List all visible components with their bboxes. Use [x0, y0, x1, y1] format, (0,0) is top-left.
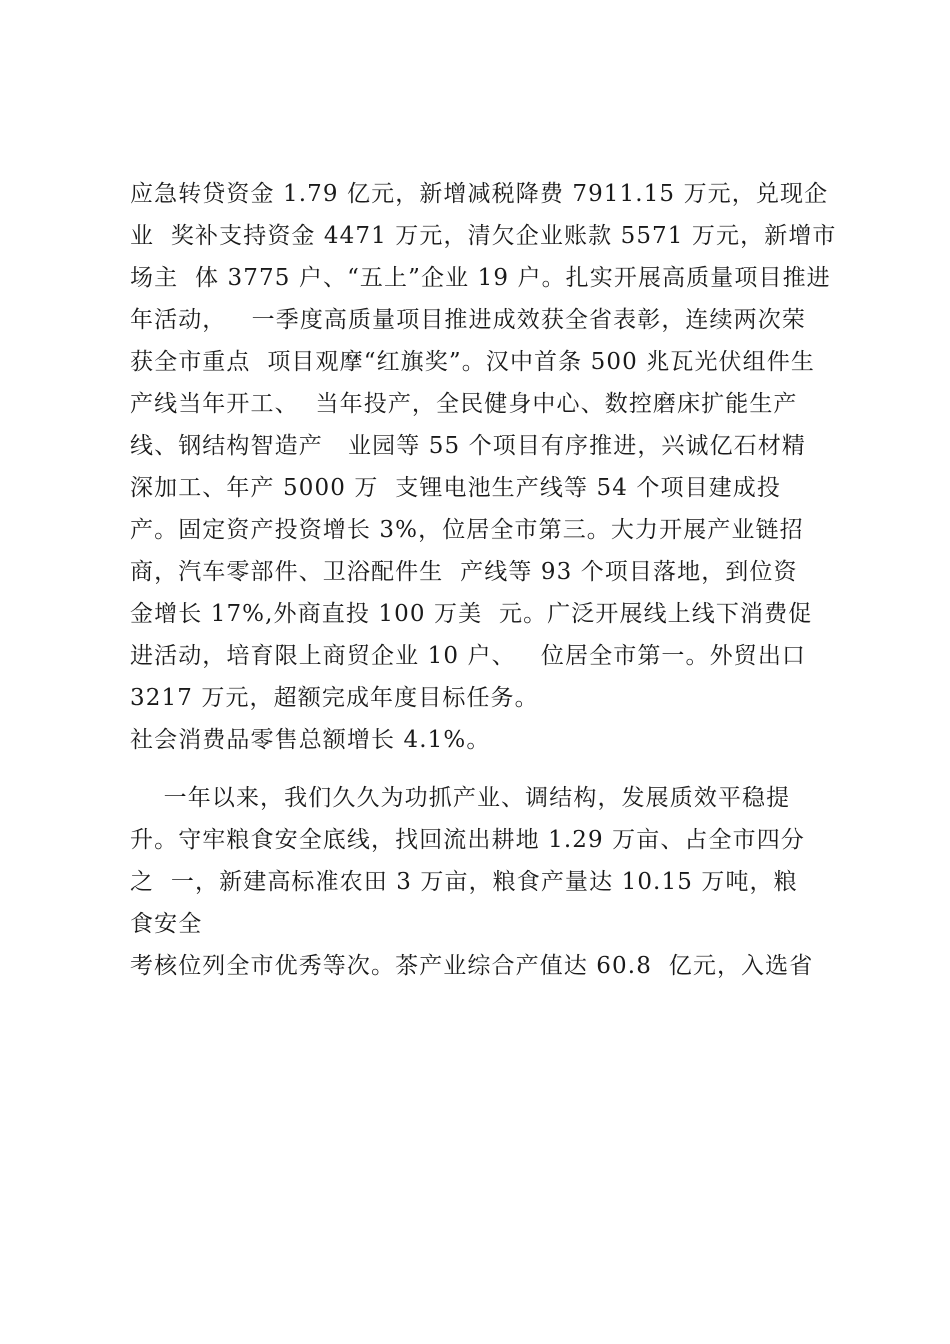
- text-line: 深加工、年产 5000 万 支锂电池生产线等 54 个项目建成投: [130, 475, 781, 501]
- text-line: 获全市重点 项目观摩“红旗奖”。汉中首条 500 兆瓦光伏组件生: [130, 349, 815, 375]
- text-line: 线、钢结构智造产 业园等 55 个项目有序推进，兴诚亿石材精: [130, 433, 807, 459]
- text-line: 场主 体 3775 户、“五上”企业 19 户。扎实开展高质量项目推进: [130, 265, 831, 291]
- text-line: 考核位列全市优秀等次。茶产业综合产值达 60.8 亿元，入选省: [130, 953, 814, 979]
- text-line: 年活动， 一季度高质量项目推进成效获全省表彰，连续两次荣: [130, 307, 806, 333]
- text-line: 3217 万元，超额完成年度目标任务。: [130, 685, 539, 711]
- text-line: 产。固定资产投资增长 3%，位居全市第三。大力开展产业链招: [130, 517, 804, 543]
- text-line: 金增长 17%,外商直投 100 万美 元。广泛开展线上线下消费促: [130, 601, 813, 627]
- text-line: 社会消费品零售总额增长 4.1%。: [130, 727, 491, 753]
- text-line: 一年以来，我们久久为功抓产业、调结构，发展质效平稳提: [130, 785, 791, 811]
- text-line: 应急转贷资金 1.79 亿元，新增减税降费 7911.15 万元，兑现企: [130, 181, 829, 207]
- text-line: 之 一，新建高标准农田 3 万亩，粮食产量达 10.15 万吨，粮: [130, 869, 798, 895]
- text-line: 产线当年开工、 当年投产，全民健身中心、数控磨床扩能生产: [130, 391, 798, 417]
- text-line: 升。守牢粮食安全底线，找回流出耕地 1.29 万亩、占全市四分: [130, 827, 805, 853]
- text-line: 业 奖补支持资金 4471 万元，清欠企业账款 5571 万元，新增市: [130, 223, 837, 249]
- text-line: 进活动，培育限上商贸企业 10 户、 位居全市第一。外贸出口: [130, 643, 807, 669]
- text-line: 食安全: [130, 911, 203, 937]
- text-line: 商，汽车零部件、卫浴配件生 产线等 93 个项目落地，到位资: [130, 559, 798, 585]
